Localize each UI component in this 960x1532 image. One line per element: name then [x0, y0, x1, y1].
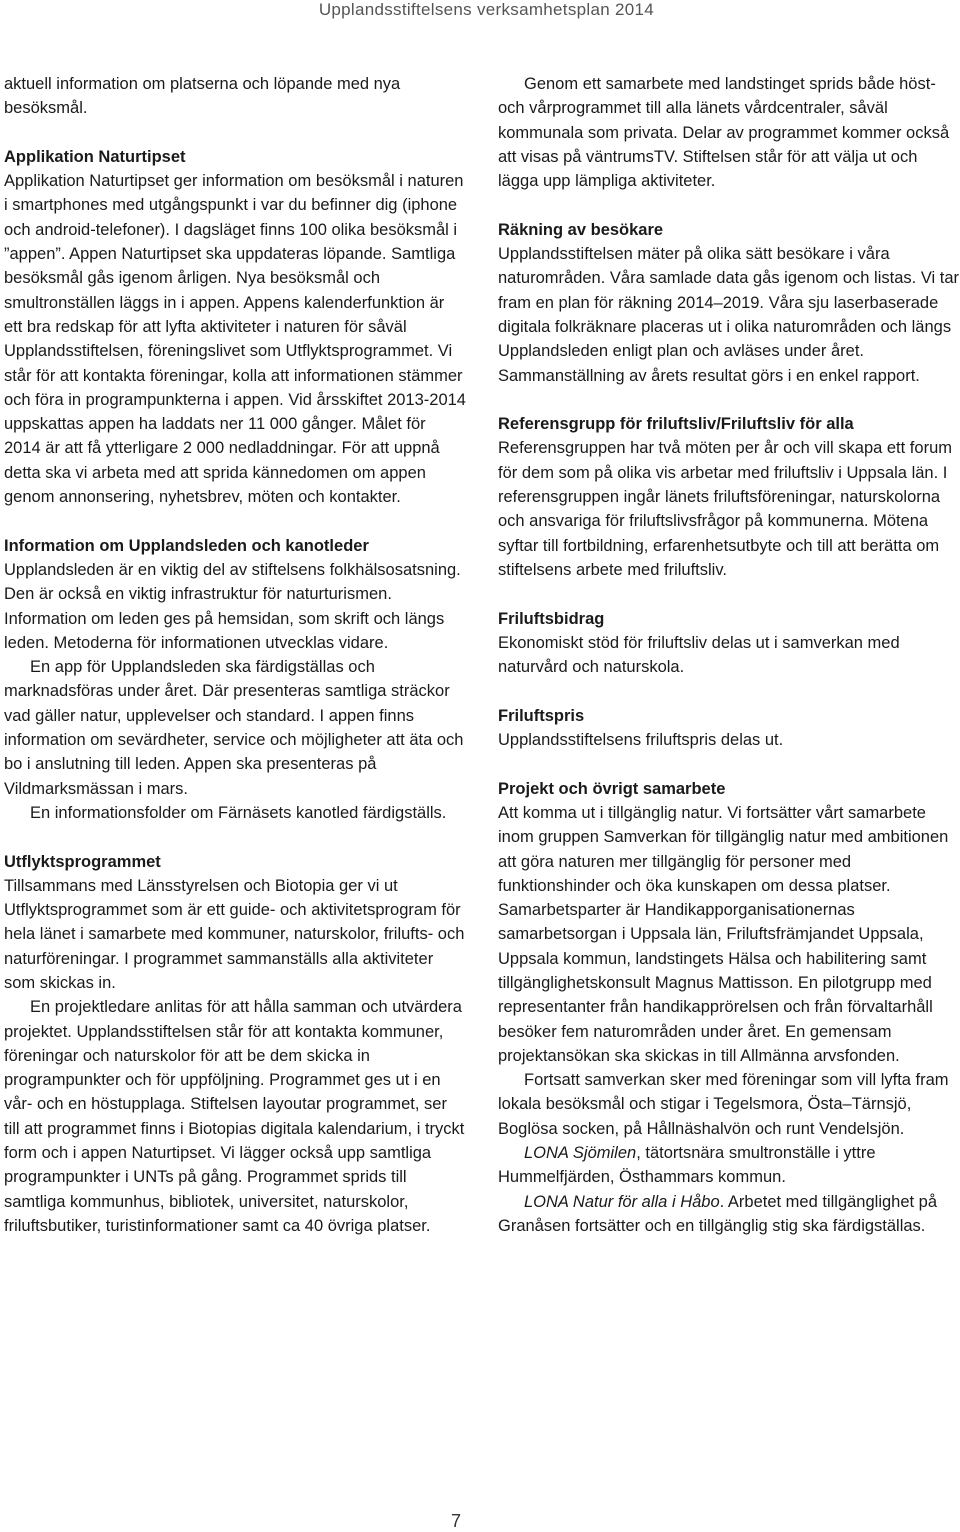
naturtipset-heading: Applikation Naturtipset: [4, 147, 186, 166]
projekt-p4-italic: LONA Natur för alla i Håbo: [524, 1192, 720, 1211]
bidrag-body: Ekonomiskt stöd för friluftsliv delas ut i samverkan med naturvård och naturskola.: [498, 633, 900, 677]
projekt-p2: Fortsatt samverkan sker med föreningar som vill lyfta fram lokala besöksmål och stigar i Tegelsmora, Östa–Tärnsjö, Boglösa socken, på Hållnäshalvön och runt Vendelsjön.: [498, 1071, 949, 1138]
right-intro: Genom ett samarbete med landstinget sprids både höst- och vårprogrammet till alla länets vårdcentraler, såväl kommunala som privata. Delar av programmet kommer också att visas på väntrumsTV. Stiftelsen står för att välja ut och lägga upp lämpliga aktiviteter.: [498, 75, 950, 191]
referensgrupp-body: Referensgruppen har två möten per år och vill skapa ett forum för dem som på olika vis arbetar med friluftsliv i Uppsala län. I referensgruppen ingår länets friluftsföreningar, naturskolorna och ansvariga för friluftslivsfrågor på kommunerna. Mötena syftar till fortbildning, erfarenhetsutbyte och till att berätta om stiftelsens arbete med friluftsliv.: [498, 439, 952, 579]
upplandsleden-p3: En informationsfolder om Färnäsets kanotled färdigställs.: [30, 803, 447, 822]
utflykt-p2: En projektledare anlitas för att hålla samman och utvärdera projektet. Upplandsstiftelsen står för att kontakta kommuner, föreningar och naturskolor för att be dem skicka in programpunkter och för uppföljning. Programmet ges ut i en vår- och en höstupplaga. Stiftelsen layoutar programmet, ser till att programmet finns i Biotopias digitala kalendarium, i tryckt form och i appen Naturtipset. Vi lägger också upp samtliga programpunkter i UNTs på gång. Programmet sprids till samtliga kommunhus, bibliotek, universitet, naturskolor, friluftsbutiker, turistinformationer samt ca 40 övriga platser.: [4, 998, 465, 1235]
utflykt-p1: Tillsammans med Länsstyrelsen och Biotopia ger vi ut Utflyktsprogrammet som är ett guide- och aktivitetsprogram för hela länet i samarbete med kommuner, naturskolor, frilufts- och naturföreningar. I programmet sammanställs alla aktiviteter som skickas in.: [4, 876, 465, 992]
pris-heading: Friluftspris: [498, 706, 585, 725]
bidrag-heading: Friluftsbidrag: [498, 609, 605, 628]
projekt-p1: Att komma ut i tillgänglig natur. Vi fortsätter vårt samarbete inom gruppen Samverkan för tillgänglig natur med ambitionen att göra naturen mer tillgänglig för personer med funktionshinder och öka kunskapen om dessa platser. Samarbetsparter är Handikapporganisationernas samarbetsorgan i Uppsala län, Friluftsfrämjandet Uppsala, Uppsala kommun, landstingets Hälsa och habilitering samt tillgänglighetskonsult Magnus Mattisson. En pilotgrupp med representanter från handikapprörelsen och från förvaltarhåll besöker fem naturområden under året. En gemensam projektansökan ska skickas in till Allmänna arvsfonden.: [498, 803, 949, 1065]
rakning-heading: Räkning av besökare: [498, 220, 664, 239]
pris-body: Upplandsstiftelsens friluftspris delas ut.: [498, 731, 784, 750]
left-column: [4, 72, 466, 1238]
header-title: Upplandsstiftelsens verksamhetsplan 2014: [318, 0, 654, 19]
upplandsleden-p1: Upplandsleden är en viktig del av stiftelsens folkhälsosatsning. Den är också en viktig infrastruktur för naturturismen. Information om leden ges på hemsidan, som skrift och längs leden. Metoderna för informationen utvecklas vidare.: [4, 560, 461, 652]
projekt-p3-rest: , tätortsnära smultronställe i yttre Hummelfjärden, Östhammars kommun.: [498, 1144, 876, 1187]
page-number: 7: [451, 1511, 462, 1531]
rakning-body: Upplandsstiftelsen mäter på olika sätt besökare i våra naturområden. Våra samlade data gås igenom och listas. Vi tar fram en plan för räkning 2014–2019. Våra sju laserbaserade digitala folkräknare placeras ut i olika naturområden och längs Upplandsleden enligt plan och avläses under året. Sammanställning av årets resultat görs i en enkel rapport.: [498, 245, 960, 385]
upplandsleden-p2: En app för Upplandsleden ska färdigställas och marknadsföras under året. Där presenteras samtliga sträckor vad gäller natur, upplevelser och standard. I appen finns information om sevärdheter, service och möjligheter att äta och bo i anslutning till leden. Appen ska presenteras på Vildmarksmässan i mars.: [4, 658, 464, 798]
projekt-p3-italic: LONA Sjömilen: [524, 1144, 637, 1163]
page-header: [0, 0, 960, 36]
left-intro: aktuell information om platserna och löpande med nya besöksmål.: [4, 75, 401, 118]
right-column: [498, 72, 960, 1238]
referensgrupp-heading: Referensgrupp för friluftsliv/Friluftsliv för alla: [498, 415, 854, 434]
projekt-p3: [498, 1141, 960, 1190]
projekt-p4-rest: . Arbetet med tillgänglighet på Granåsen fortsätter och en tillgänglig stig ska färdigställas.: [498, 1192, 938, 1235]
naturtipset-body: Applikation Naturtipset ger information om besöksmål i naturen i smartphones med utgångspunkt i var du befinner dig (iphone och android-telefoner). I dagsläget finns 100 olika besöksmål i ”appen”. Appen Naturtipset ska uppdateras löpande. Samtliga besöksmål gås igenom årligen. Nya besöksmål och smultronställen läggs in i appen. Appens kalenderfunktion är ett bra redskap för att lyfta aktiviteter i naturen för såväl Upplandsstiftelsen, föreningslivet som Utflyktsprogrammet. Vi står för att kontakta föreningar, kolla att informationen stämmer och föra in programpunkterna i appen. Vid årsskiftet 2013-2014 uppskattas appen ha laddats ner 11 000 gånger. Målet för 2014 är att få ytterligare 2 000 nedladdningar. För att uppnå detta ska vi arbeta med att sprida kännedomen om appen genom annonsering, nyhetsbrev, möten och kontakter.: [4, 172, 466, 507]
utflykt-heading: Utflyktsprogrammet: [4, 852, 161, 871]
projekt-heading: Projekt och övrigt samarbete: [498, 779, 726, 798]
projekt-p4: [498, 1190, 960, 1239]
upplandsleden-heading: Information om Upplandsleden och kanotleder: [4, 536, 369, 555]
